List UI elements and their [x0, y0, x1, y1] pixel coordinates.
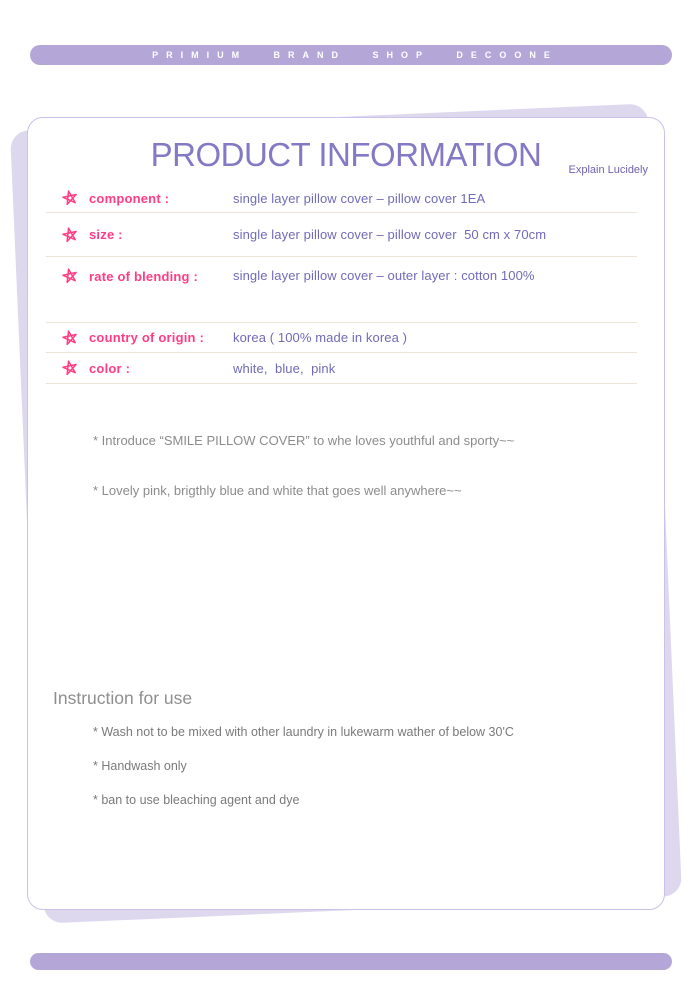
bottom-banner-bar	[30, 953, 672, 970]
spec-label: component :	[89, 190, 170, 206]
spec-label: rate of blending :	[89, 268, 199, 284]
spec-label-cell	[46, 190, 233, 206]
spec-row-component	[46, 184, 637, 213]
spec-label: color :	[89, 360, 131, 376]
star-icon	[62, 330, 78, 346]
spec-value: single layer pillow cover – outer layer : cotton 100%	[233, 268, 535, 283]
star-icon	[62, 190, 78, 206]
shop-banner-text: PRIMIUM BRAND SHOP DECOONE	[152, 50, 558, 60]
product-information-card	[27, 117, 665, 910]
spec-value: single layer pillow cover – pillow cover 1EA	[233, 190, 486, 206]
instruction-item: * Handwash only	[93, 759, 187, 773]
spec-row-size	[46, 213, 637, 257]
instruction-item: * ban to use bleaching agent and dye	[93, 793, 300, 807]
spec-row-rate-of-blending	[46, 257, 637, 323]
spec-row-country-of-origin	[46, 323, 637, 353]
spec-value: single layer pillow cover – pillow cover 50 cm x 70cm	[233, 227, 547, 242]
page-title: PRODUCT INFORMATION	[150, 136, 542, 173]
spec-label-cell	[46, 227, 233, 243]
note-line: * Lovely pink, brigthly blue and white that goes well anywhere~~	[93, 483, 462, 498]
spec-label: country of origin :	[89, 330, 205, 345]
star-icon	[62, 360, 78, 376]
instruction-list	[93, 725, 664, 808]
instructions-section	[53, 687, 664, 808]
note-line: * Introduce “SMILE PILLOW COVER” to whe loves youthful and sporty~~	[93, 433, 515, 448]
spec-value: korea ( 100% made in korea )	[233, 330, 408, 345]
spec-label-cell	[46, 268, 233, 284]
spec-label-cell	[46, 330, 233, 346]
product-notes	[93, 433, 664, 499]
explain-lucidely-caption: Explain Lucidely	[568, 164, 648, 176]
instruction-item: * Wash not to be mixed with other laundry in lukewarm wather of below 30'C	[93, 725, 514, 739]
spec-table	[46, 184, 637, 384]
top-banner-bar	[30, 45, 672, 65]
instructions-heading: Instruction for use	[53, 688, 193, 708]
spec-label-cell	[46, 360, 233, 376]
spec-label: size :	[89, 227, 123, 242]
spec-row-color	[46, 353, 637, 384]
star-icon	[62, 227, 78, 243]
spec-value: white, blue, pink	[233, 360, 336, 376]
star-icon	[62, 268, 78, 284]
